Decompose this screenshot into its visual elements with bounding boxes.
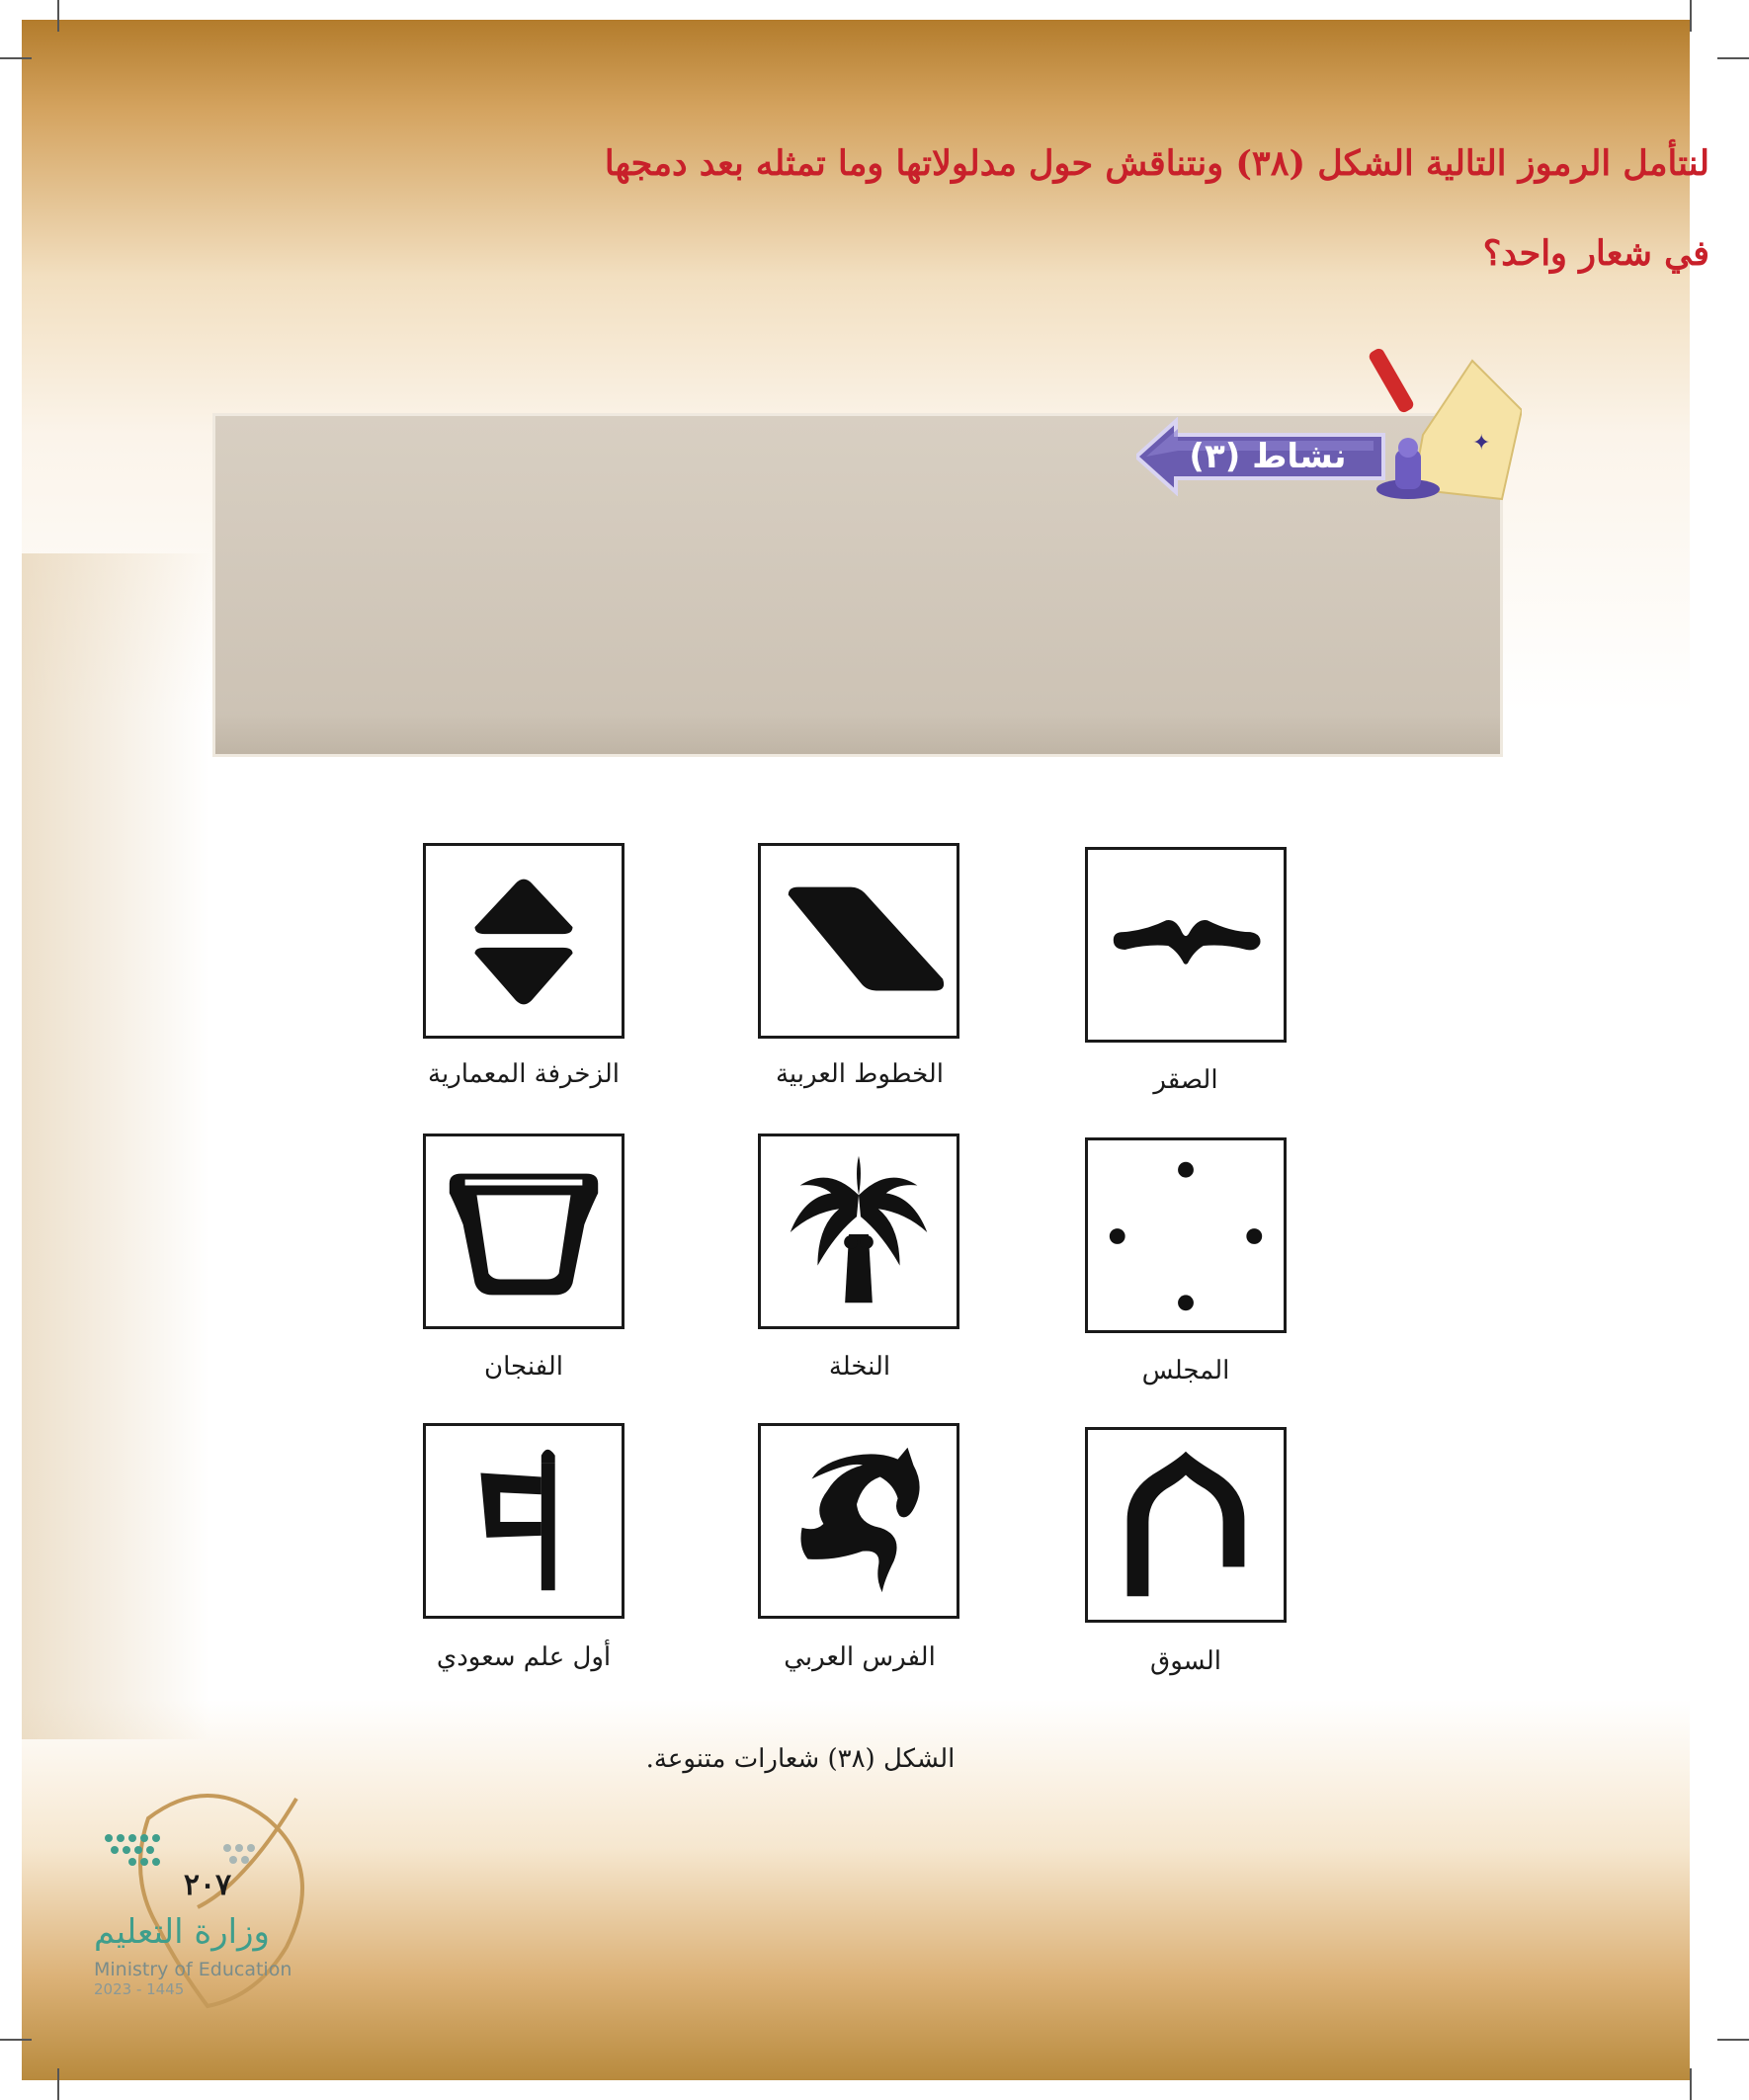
crop-mark xyxy=(1717,57,1749,59)
crop-mark xyxy=(57,0,59,32)
palm-tree-icon xyxy=(761,1136,957,1326)
note-stamp-icon xyxy=(1354,341,1522,509)
symbol-tile-market xyxy=(1085,1427,1287,1623)
first-saudi-flag-icon xyxy=(426,1426,622,1616)
symbol-tile-first-saudi-flag xyxy=(423,1423,625,1619)
symbol-caption: النخلة xyxy=(828,1352,891,1382)
arabic-calligraphy-icon xyxy=(761,846,957,1036)
symbol-tile-arabic-calligraphy xyxy=(758,843,959,1039)
symbol-tile-architectural-ornament xyxy=(423,843,625,1039)
symbol-caption: أول علم سعودي xyxy=(436,1642,612,1672)
symbol-caption: المجلس xyxy=(1141,1356,1230,1386)
crop-mark xyxy=(0,2039,32,2041)
symbol-caption: السوق xyxy=(1150,1646,1221,1676)
crop-mark xyxy=(0,57,32,59)
symbol-caption: الزخرفة المعمارية xyxy=(428,1059,620,1089)
symbol-caption: الفنجان xyxy=(484,1352,563,1382)
activity-question xyxy=(524,119,1709,298)
architectural-ornament-icon xyxy=(426,846,622,1036)
crop-mark xyxy=(1690,0,1692,32)
crop-mark xyxy=(57,2068,59,2100)
side-decoration xyxy=(22,553,209,1739)
symbol-caption: الخطوط العربية xyxy=(775,1059,945,1089)
svg-text:✦: ✦ xyxy=(1472,431,1491,456)
crop-mark xyxy=(1690,2068,1692,2100)
coffee-cup-icon xyxy=(426,1136,622,1326)
activity-question-line-2: في شعار واحد؟ xyxy=(1482,233,1709,274)
symbol-tile-falcon xyxy=(1085,847,1287,1043)
symbol-caption: الفرس العربي xyxy=(784,1642,936,1672)
ministry-name-english: Ministry of Education xyxy=(94,1959,292,1980)
symbol-tile-majlis xyxy=(1085,1137,1287,1333)
activity-banner-label: نشاط (٣) xyxy=(1189,437,1347,476)
arabian-horse-icon xyxy=(761,1426,957,1616)
symbol-tile-palm-tree xyxy=(758,1134,959,1329)
ministry-name-arabic: وزارة التعليم xyxy=(94,1912,270,1952)
majlis-icon xyxy=(1088,1140,1284,1330)
figure-caption: الشكل (٣٨) شعارات متنوعة. xyxy=(645,1744,956,1774)
activity-box-shade xyxy=(215,714,1500,754)
ministry-year: 2023 - 1445 xyxy=(94,1980,185,1998)
falcon-icon xyxy=(1088,850,1284,1040)
symbol-tile-arabian-horse xyxy=(758,1423,959,1619)
market-icon xyxy=(1088,1430,1284,1620)
symbol-tile-coffee-cup xyxy=(423,1134,625,1329)
crop-mark xyxy=(1717,2039,1749,2041)
symbol-caption: الصقر xyxy=(1153,1065,1218,1095)
page-number: ٢٠٧ xyxy=(183,1868,232,1902)
activity-question-line-1: لنتأمل الرموز التالية الشكل (٣٨) ونتناقش حول مدلولاتها وما تمثله بعد دمجها xyxy=(604,143,1709,184)
